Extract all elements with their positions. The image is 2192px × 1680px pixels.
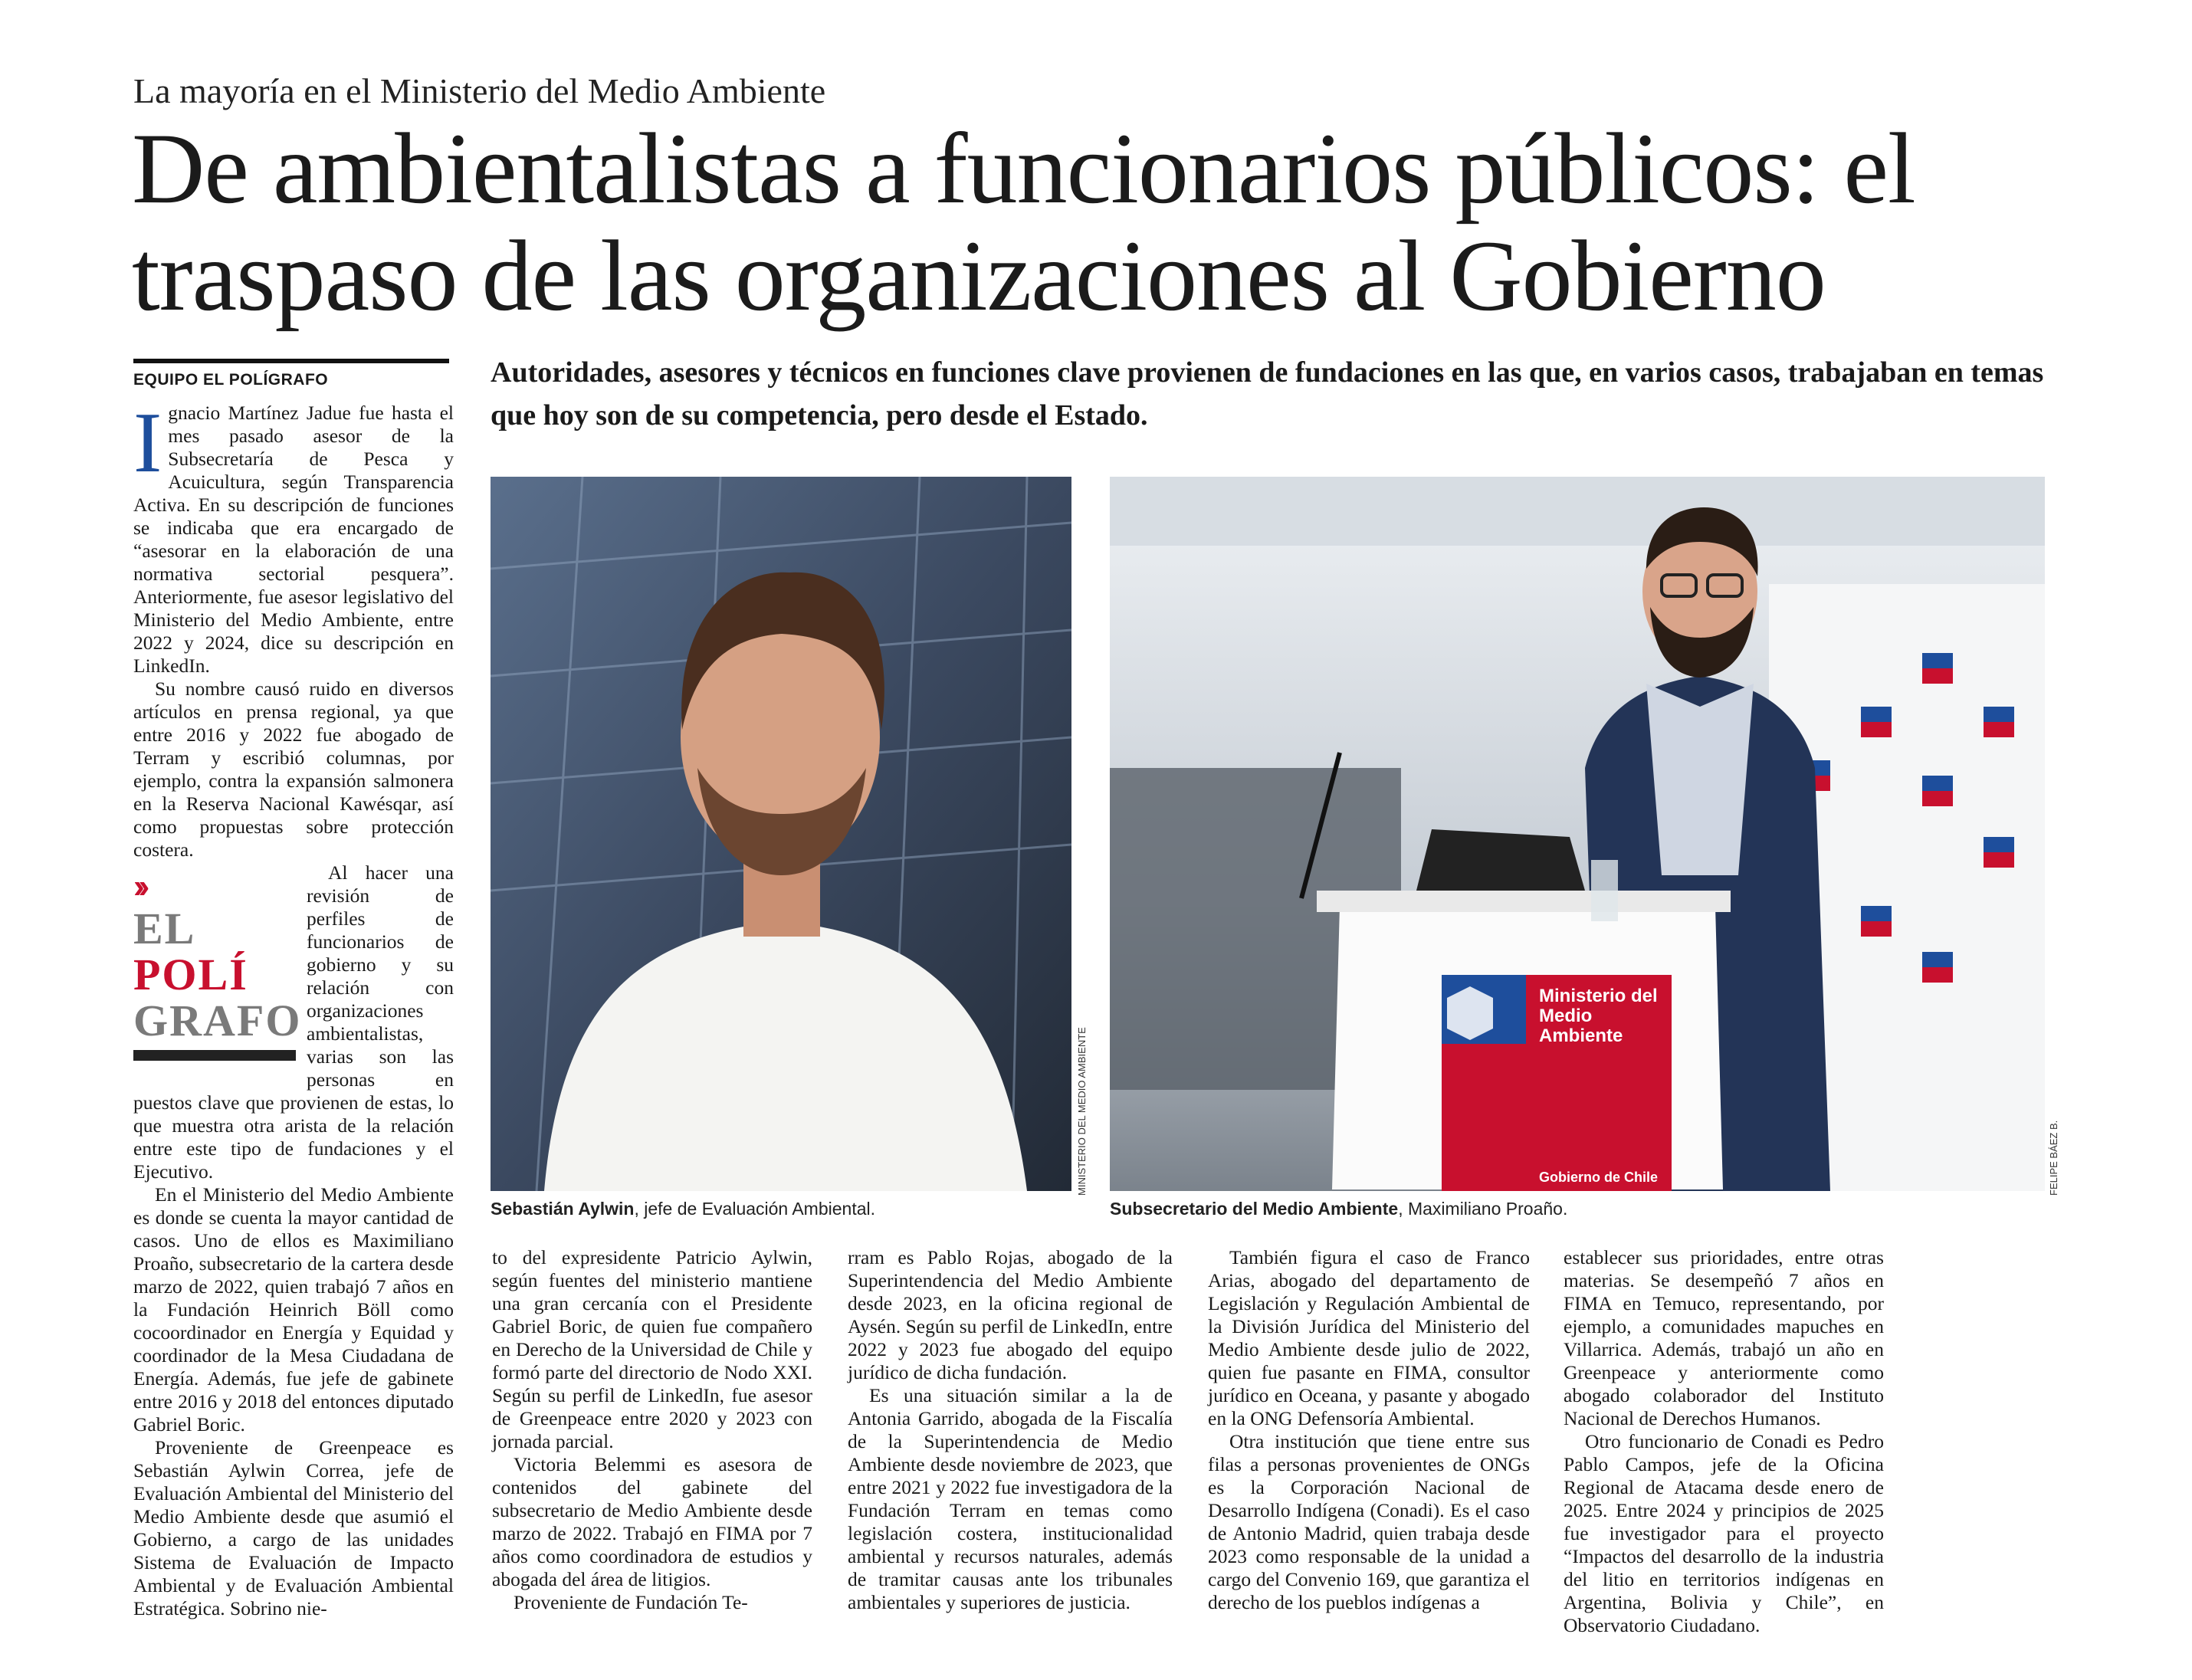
paragraph: Al hacer una revisión de perfiles de funcionarios de gobierno y su relación con organizaciones ambientalistas, varias son las personas en puestos clave que provienen de estas, lo que muestra otra arista de la relación entre este tipo de fundaciones y el Ejecutivo. bbox=[133, 861, 454, 1183]
paragraph: establecer sus prioridades, entre otras materias. Se desempeñó 7 años en FIMA en Temuco, representando, por ejemplo, a comunidades mapuches en Villarrica. Además, trabajó un año en Greenpeace y anteriormente como abogado colaborador del Instituto Nacional de Derechos Humanos. bbox=[1564, 1246, 1884, 1429]
podium-label: Medio bbox=[1539, 1006, 1593, 1026]
deck: Autoridades, asesores y técnicos en funciones clave provienen de fundaciones en las que, en varios casos, trabajaban en temas que hoy son de su competencia, pero desde el Estado. bbox=[491, 356, 2044, 431]
event-illustration bbox=[1110, 477, 2045, 1191]
article-column-3 bbox=[848, 1246, 1173, 1614]
paragraph: Otro funcionario de Conadi es Pedro Pablo Campos, jefe de la Oficina Regional de Atacama desde enero de 2025. Entre 2024 y principios de 2025 fue investigador para el proyecto “Impactos del desarrollo de la industria del litio en territorios indígenas en Argentina, Bolivia y Chile”, en Observatorio Ciudadano. bbox=[1564, 1430, 1884, 1636]
caption-text: , jefe de Evaluación Ambiental. bbox=[634, 1199, 876, 1219]
paragraph: Su nombre causó ruido en diversos artículos en prensa regional, ya que entre 2016 y 2022 fue abogado de Terram y escribió columnas, por ejemplo, contra la expansión salmonera en la Reserva Nacional Kawésqar, así como propuestas sobre protección costera. bbox=[133, 678, 454, 861]
logo-bar bbox=[133, 1050, 296, 1061]
paragraph: gnacio Martínez Jadue fue hasta el mes pasado asesor de la Subsecretaría de Pesca y Acuicultura, según Transparencia Activa. En su descripción de funciones se indicaba que era encargado de “asesorar en la elaboración de una normativa sectorial pesquera”. Anteriormente, fue asesor legislativo del Ministerio del Medio Ambiente, entre 2022 y 2024, dice su descripción en LinkedIn. bbox=[133, 402, 454, 677]
byline-rule bbox=[133, 359, 449, 363]
paragraph: rram es Pablo Rojas, abogado de la Superintendencia del Medio Ambiente desde 2023, en la oficina regional de Aysén. Según su perfil de LinkedIn, entre 2022 y 2023 fue abogado del equipo jurídico de dicha fundación. bbox=[848, 1246, 1173, 1383]
podium-footer: Gobierno de Chile bbox=[1539, 1170, 1659, 1185]
paragraph: También figura el caso de Franco Arias, abogado del departamento de Legislación y Regulación Ambiental de la División Jurídica del Ministerio del Medio Ambiente desde julio de 2022, quien fue pasante en FIMA, consultor jurídico en Oceana, y pasante y abogado en la ONG Defensoría Ambiental. bbox=[1208, 1246, 1530, 1429]
photo-caption bbox=[491, 1199, 875, 1219]
article-column-1 bbox=[133, 395, 454, 1620]
paragraph: Otra institución que tiene entre sus filas a personas provenientes de ONGs es la Corporación Nacional de Desarrollo Indígena (Conadi). Es el caso de Antonio Madrid, quien trabaja desde 2023 como responsable de la unidad a cargo del Convenio 169, que garantiza el derecho de los pueblos indígenas a bbox=[1208, 1430, 1530, 1613]
paragraph: Proveniente de Greenpeace es Sebastián Aylwin Correa, jefe de Evaluación Ambiental del Ministerio del Medio Ambiente desde que asumió el Gobierno, a cargo de las unidades Sistema de Evaluación de Impacto Ambiental y de Evaluación Ambiental Estratégica. Sobrino nie- bbox=[133, 1436, 454, 1619]
chevron-icon: ›› bbox=[133, 868, 144, 905]
photo-sebastian-aylwin bbox=[491, 477, 1071, 1191]
article-column-2 bbox=[492, 1246, 812, 1614]
caption-name: Subsecretario del Medio Ambiente bbox=[1110, 1199, 1399, 1219]
coat-of-arms-icon bbox=[1447, 986, 1493, 1040]
kicker: La mayoría en el Ministerio del Medio Ambiente bbox=[133, 71, 826, 110]
article-column-4 bbox=[1208, 1246, 1530, 1614]
logo-line: EL bbox=[133, 904, 196, 953]
paragraph: Proveniente de Fundación Te- bbox=[514, 1591, 748, 1613]
podium-label: Ministerio del bbox=[1539, 986, 1658, 1006]
photo-maximiliano-proano bbox=[1110, 477, 2045, 1191]
caption-text: , Maximiliano Proaño. bbox=[1398, 1199, 1568, 1219]
paragraph: Es una situación similar a la de Antonia Garrido, abogada de la Fiscalía de la Superintendencia de Medio Ambiente desde noviembre de 2023, que entre 2021 y 2022 fue investigadora de la Fundación Terram en temas como legislación costera, institucionalidad ambiental y recursos naturales, además de tramitar causas ante los tribunales ambientales y superiores de justicia. bbox=[848, 1384, 1173, 1613]
photo-credit: FELIPE BÁEZ B. bbox=[2048, 1120, 2059, 1196]
logo-line: POLÍ bbox=[133, 950, 248, 999]
paragraph: Victoria Belemmi es asesora de contenidos del gabinete del subsecretario de Medio Ambiente desde marzo de 2022. Trabajó en FIMA por 7 años como coordinadora de estudios y abogada del área de litigios. bbox=[492, 1453, 812, 1590]
paragraph: En el Ministerio del Medio Ambiente es donde se cuenta la mayor cantidad de casos. Uno de ellos es Maximiliano Proaño, subsecretario de la cartera desde marzo de 2022, quien trabajó 7 años en la Fundación Heinrich Böll como cocoordinador en Energía y Equidad y coordinador de la Mesa Ciudadana de Energía. Además, fue jefe de gabinete entre 2016 y 2018 del entonces diputado Gabriel Boric. bbox=[133, 1183, 454, 1436]
headline: De ambientalistas a funcionarios públicos: el traspaso de las organizaciones al Gobierno bbox=[132, 112, 1915, 332]
photo-credit: MINISTERIO DEL MEDIO AMBIENTE bbox=[1076, 1027, 1088, 1196]
photo-caption bbox=[1110, 1199, 1567, 1219]
el-poligrafo-logo bbox=[133, 868, 302, 1091]
dropcap: I bbox=[133, 395, 162, 491]
logo-line: GRAFO bbox=[133, 996, 302, 1045]
article-column-5 bbox=[1564, 1246, 1884, 1637]
paragraph: to del expresidente Patricio Aylwin, según fuentes del ministerio mantiene una gran cercanía con el Presidente Gabriel Boric, de quien fue compañero en Derecho de la Universidad de Chile y formó parte del directorio de Nodo XXI. Según su perfil de LinkedIn, fue asesor de Greenpeace entre 2020 y 2023 con jornada parcial. bbox=[492, 1246, 812, 1452]
portrait-illustration bbox=[491, 477, 1071, 1191]
caption-name: Sebastián Aylwin bbox=[491, 1199, 635, 1219]
podium-label: Ambiente bbox=[1539, 1025, 1623, 1046]
byline: EQUIPO EL POLÍGRAFO bbox=[133, 371, 329, 389]
